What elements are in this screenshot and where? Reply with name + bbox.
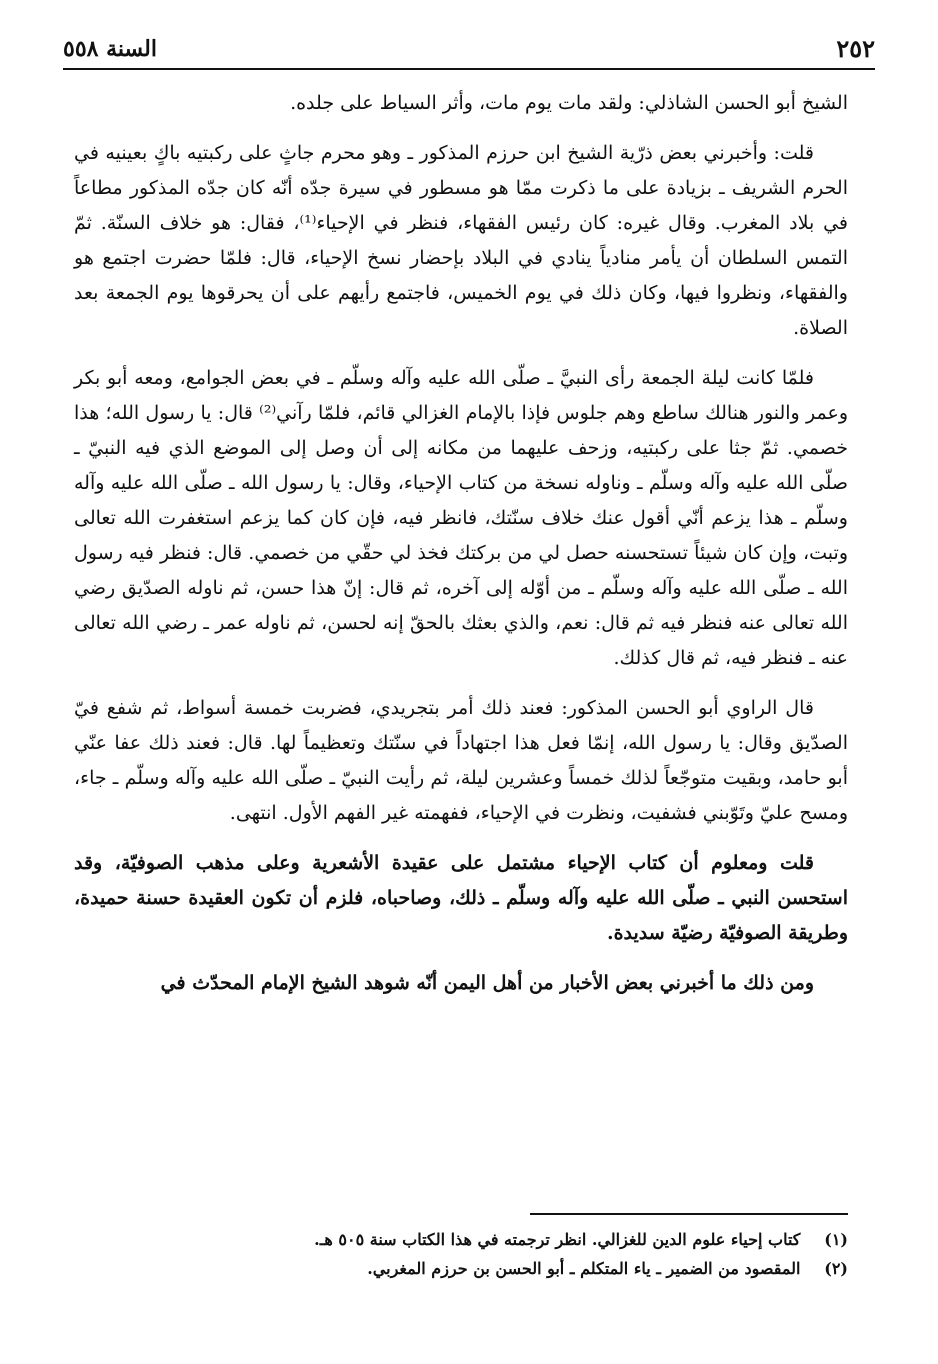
page-header (63, 34, 875, 70)
paragraph: الشيخ أبو الحسن الشاذلي: ولقد مات يوم مات، وأثر السياط على جلده. (290, 92, 848, 114)
footnote (90, 1225, 848, 1254)
page-body (74, 86, 848, 1016)
footnote-mark: (١) (824, 1230, 848, 1249)
footnote-text: المقصود من الضمير ـ ياء المتكلم ـ أبو الحسن بن حرزم المغربي. (367, 1259, 801, 1278)
paragraph: قلت ومعلوم أن كتاب الإحياء مشتمل على عقيدة الأشعرية وعلى مذهب الصوفيّة، وقد استحسن النبي ـ صلّى الله عليه وآله وسلّم ـ ذلك، وصاحباه، فلزم أن تكون العقيدة حسنة حميدة، وطريقة الصوفيّة رضيّة سديدة. (74, 852, 848, 944)
footnotes (90, 1213, 848, 1283)
page-number: ٢٥٢ (836, 34, 875, 63)
footnote-mark: (٢) (824, 1259, 848, 1278)
footnote (90, 1254, 848, 1283)
paragraph: قلت: وأخبرني بعض ذرّية الشيخ ابن حرزم المذكور ـ وهو محرم جاثٍ على ركبتيه باكٍ بعينيه في الحرم الشريف ـ بزيادة على ما ذكرت ممّا هو مسطور في سيرة جدّه أنّه كان جدّه المذكور مطاعاً في بلاد المغرب. وقال غيره: كان رئيس الفقهاء، فنظر في الإحياء⁽¹⁾، فقال: هو خلاف السنّة. ثمّ التمس السلطان أن يأمر منادياً ينادي في البلاد بإحضار نسخ الإحياء، قال: فلمّا حضرت اجتمع هو والفقهاء، ونظروا فيها، وكان ذلك في يوم الخميس، فاجتمع رأيهم على أن يحرقوها يوم الجمعة بعد الصلاة. (74, 142, 848, 339)
paragraph: ومن ذلك ما أخبرني بعض الأخبار من أهل اليمن أنّه شوهد الشيخ الإمام المحدّث في (160, 972, 814, 994)
paragraph: قال الراوي أبو الحسن المذكور: فعند ذلك أمر بتجريدي، فضربت خمسة أسواط، ثم شفع فيّ الصدّيق وقال: يا رسول الله، إنمّا فعل هذا اجتهاداً في سنّتك وتعظيماً لها. قال: فعند ذلك عفا عنّي أبو حامد، وبقيت متوجّعاً لذلك خمساً وعشرين ليلة، ثم رأيت النبيّ ـ صلّى الله عليه وآله وسلّم ـ جاء، ومسح عليّ وتَوّبني فشفيت، ونظرت في الإحياء، ففهمته غير الفهم الأول. انتهى. (74, 697, 848, 824)
paragraph: فلمّا كانت ليلة الجمعة رأى النبيَّ ـ صلّى الله عليه وآله وسلّم ـ في بعض الجوامع، ومعه أبو بكر وعمر والنور هنالك ساطع وهم جلوس فإذا بالإمام الغزالي قائم، فلمّا رآني⁽²⁾ قال: يا رسول الله؛ هذا خصمي. ثمّ جثا على ركبتيه، وزحف عليهما من مكانه إلى أن وصل إلى الموضع الذي فيه النبيّ ـ صلّى الله عليه وآله وسلّم ـ وناوله نسخة من كتاب الإحياء، وقال: يا رسول الله ـ صلّى الله عليه وآله وسلّم ـ هذا يزعم أنّي أقول عنك خلاف سنّتك، فانظر فيه، فإن كان كما يزعم استغفرت الله تعالى وتبت، وإن كان شيئاً تستحسنه حصل لي من بركتك فخذ لي حقّي من خصمي. قال: فنظر فيه رسول الله ـ صلّى الله عليه وآله وسلّم ـ من أوّله إلى آخره، ثم قال: إنّ هذا حسن، ثم ناوله الصدّيق رضي الله تعالى عنه فنظر فيه ثم قال: نعم، والذي بعثك بالحقّ إنه لحسن، ثم ناوله عمر ـ رضي الله تعالى عنه ـ فنظر فيه، ثم قال كذلك. (74, 367, 849, 669)
footnote-text: كتاب إحياء علوم الدين للغزالي. انظر ترجمته في هذا الكتاب سنة ٥٠٥ هـ. (314, 1230, 801, 1249)
running-head: السنة ٥٥٨ (63, 36, 157, 62)
footnote-divider (530, 1213, 848, 1215)
